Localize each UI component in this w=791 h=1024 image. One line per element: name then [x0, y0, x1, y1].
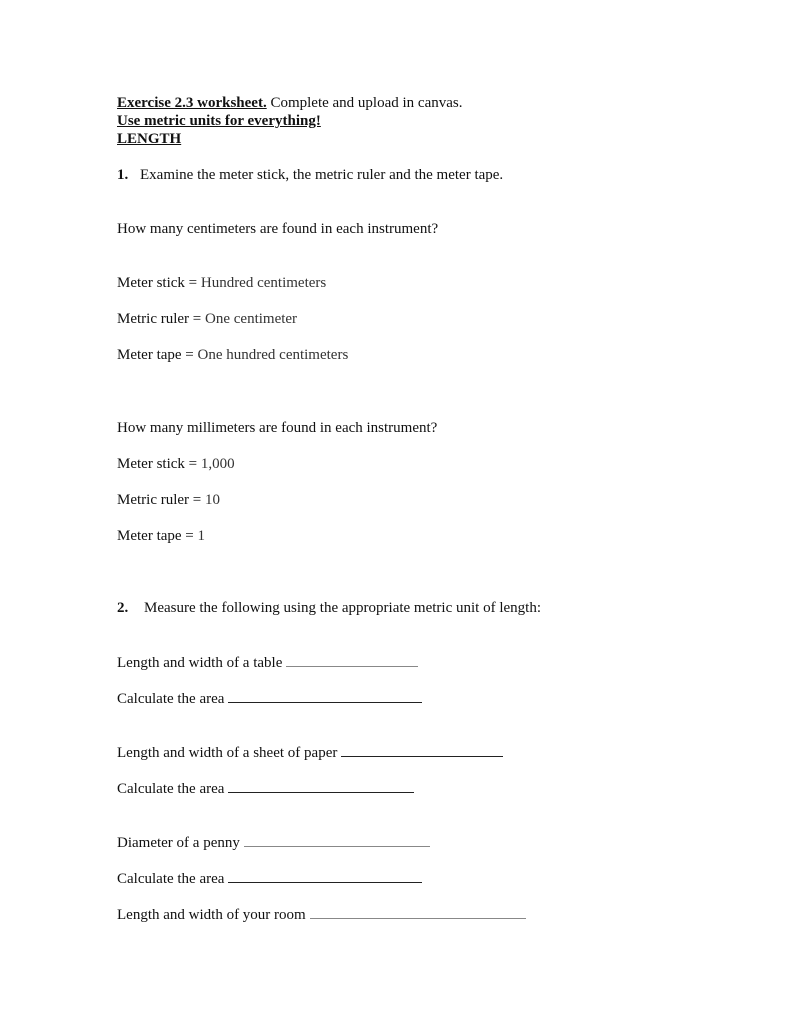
- measure-table-row: [117, 653, 418, 672]
- question-1: [117, 166, 503, 184]
- measure-penny-row: [117, 833, 430, 852]
- question-number: 2.: [117, 600, 129, 616]
- item-label: Calculate the area: [117, 691, 225, 707]
- section-heading: LENGTH: [117, 131, 182, 147]
- worksheet-title: Exercise 2.3 worksheet.: [117, 95, 267, 111]
- cm-answer-meter-stick: [117, 274, 326, 292]
- answer-label: Metric ruler =: [117, 311, 206, 327]
- mm-answer-metric-ruler: [117, 491, 220, 509]
- answer-label: Meter stick =: [117, 275, 201, 291]
- item-label: Calculate the area: [117, 781, 225, 797]
- item-label: Length and width of a sheet of paper: [117, 745, 338, 761]
- answer-label: Meter stick =: [117, 456, 201, 472]
- answer-blank[interactable]: [341, 743, 503, 757]
- item-label: Length and width of your room: [117, 907, 306, 923]
- answer-blank[interactable]: [228, 689, 422, 703]
- answer-value: 10: [205, 492, 221, 508]
- answer-value: One hundred centimeters: [197, 347, 349, 363]
- mm-answer-meter-tape: [117, 527, 205, 545]
- answer-value: 1: [197, 528, 206, 544]
- question-prompt: Measure the following using the appropriate metric unit of length:: [144, 600, 541, 616]
- mm-question: How many millimeters are found in each instrument?: [117, 420, 438, 436]
- cm-answer-meter-tape: [117, 346, 348, 364]
- measure-room-row: [117, 905, 526, 924]
- measure-paper-row: [117, 743, 503, 762]
- answer-blank[interactable]: [228, 869, 422, 883]
- answer-blank[interactable]: [228, 779, 414, 793]
- answer-label: Metric ruler =: [117, 492, 206, 508]
- item-label: Diameter of a penny: [117, 835, 240, 851]
- question-2: [117, 599, 541, 617]
- answer-blank[interactable]: [244, 833, 430, 847]
- item-label: Calculate the area: [117, 871, 225, 887]
- answer-label: Meter tape =: [117, 347, 198, 363]
- units-note: Use metric units for everything!: [117, 113, 321, 129]
- table-area-row: [117, 689, 422, 708]
- header-line: [117, 94, 463, 112]
- penny-area-row: [117, 869, 422, 888]
- item-label: Length and width of a table: [117, 655, 283, 671]
- answer-value: One centimeter: [205, 311, 298, 327]
- answer-blank[interactable]: [310, 905, 526, 919]
- question-prompt: Examine the meter stick, the metric ruler and the meter tape.: [140, 167, 504, 183]
- mm-answer-meter-stick: [117, 455, 235, 473]
- answer-value: 1,000: [200, 456, 235, 472]
- question-number: 1.: [117, 167, 129, 183]
- cm-answer-metric-ruler: [117, 310, 297, 328]
- answer-blank[interactable]: [286, 653, 418, 667]
- answer-value: Hundred centimeters: [200, 275, 327, 291]
- paper-area-row: [117, 779, 414, 798]
- cm-question: How many centimeters are found in each instrument?: [117, 221, 439, 237]
- answer-label: Meter tape =: [117, 528, 198, 544]
- upload-instruction: Complete and upload in canvas.: [270, 95, 463, 111]
